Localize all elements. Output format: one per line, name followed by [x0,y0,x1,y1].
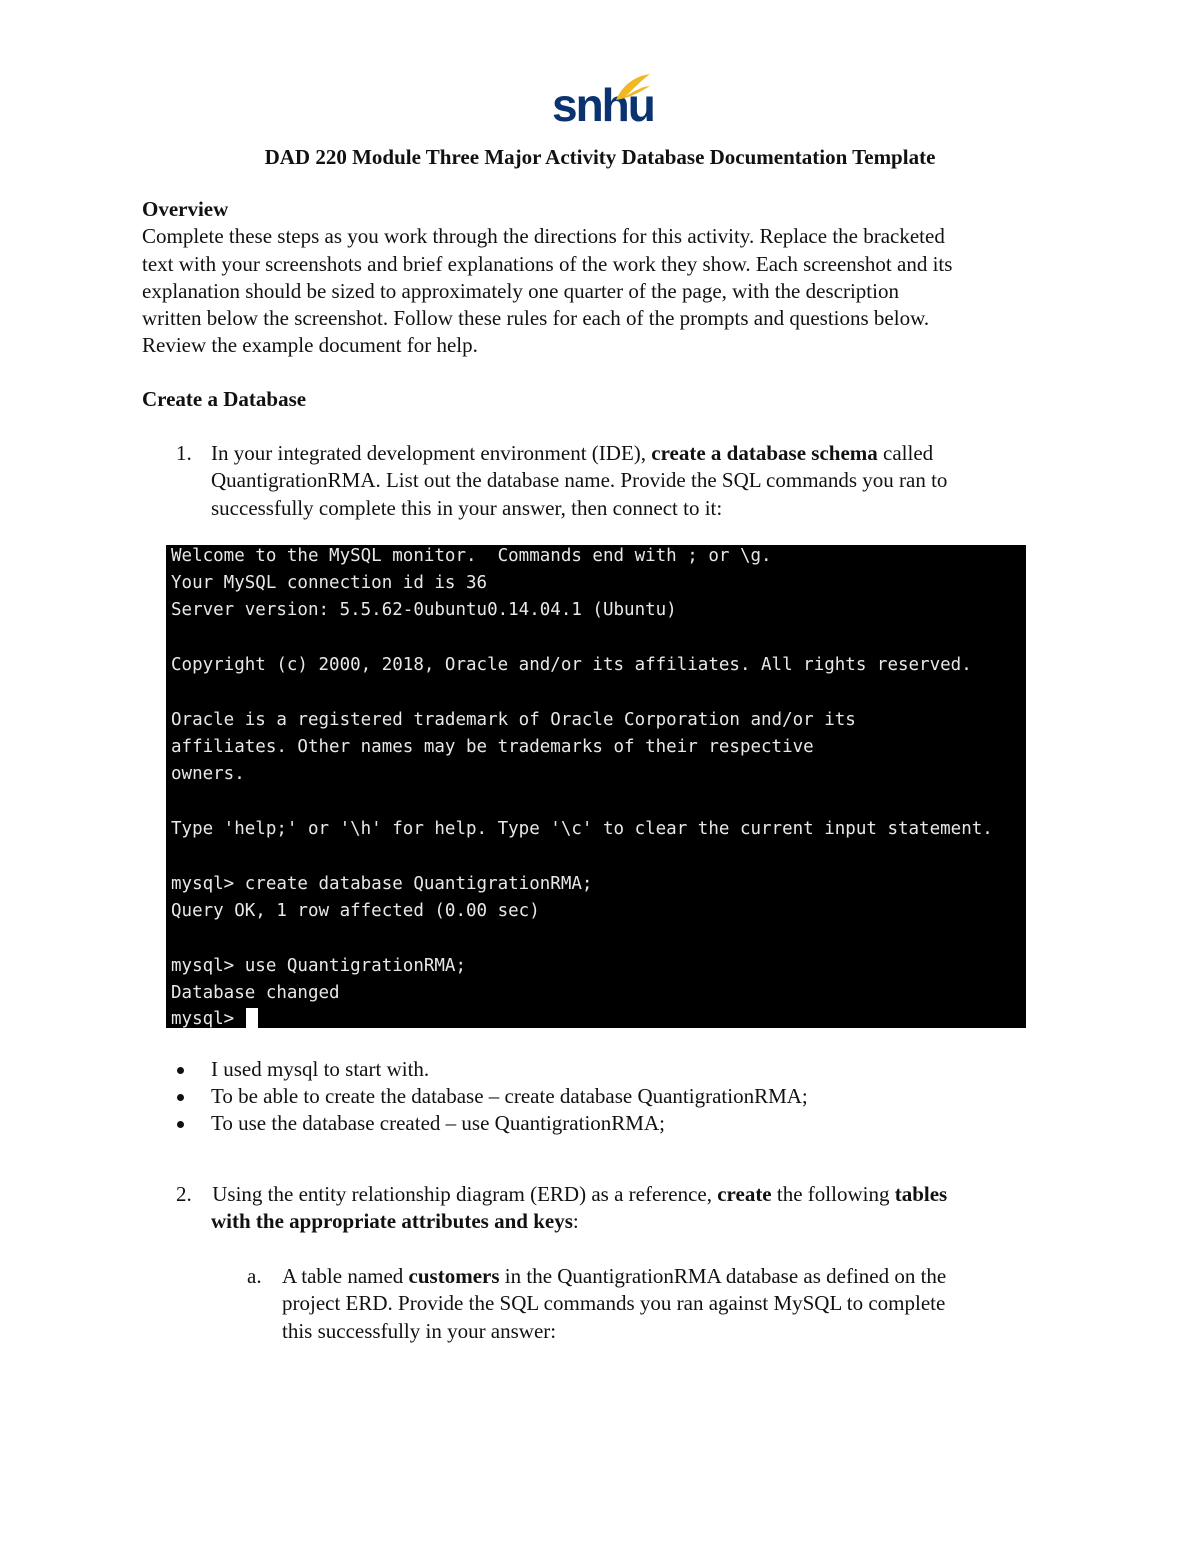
bullet-item: To be able to create the database – create database QuantigrationRMA; [211,1084,808,1108]
bullet-item: To use the database created – use QuantigrationRMA; [211,1111,665,1135]
terminal-line: Database changed [171,983,340,1003]
create-database-heading: Create a Database [142,387,307,411]
step-2-text [207,1181,1077,1236]
logo-wordmark: snhu [552,79,654,131]
overview-line: Review the example document for help. [142,333,478,358]
overview-line: explanation should be sized to approximately one quarter of the page, with the description [142,278,899,303]
step-1-line: In your integrated development environment (IDE), create a database schema called [211,441,934,465]
terminal-line: Oracle is a registered trademark of Oracle Corporation and/or its [171,710,856,730]
step-2a-line: this successfully in your answer: [282,1318,557,1343]
terminal-line: Type 'help;' or '\h' for help. Type '\c' to clear the current input statement. [171,819,993,839]
terminal-line: owners. [171,764,245,784]
terminal-line: Welcome to the MySQL monitor. Commands end with ; or \g. [171,546,772,566]
terminal-line: Your MySQL connection id is 36 [171,573,488,593]
leaf-icon [612,72,652,102]
terminal-cursor [246,1008,258,1028]
overview-line: Complete these steps as you work through the directions for this activity. Replace the bracketed [142,224,945,249]
step-1-number: 1. [176,441,192,465]
overview-line: text with your screenshots and brief explanations of the work they show. Each screenshot and its [142,251,953,276]
step-2-line: Using the entity relationship diagram (ERD) as a reference, create the following tables [207,1182,948,1206]
overview-heading: Overview [142,197,229,221]
bullet-dot [177,1094,184,1101]
step-2a-line: project ERD. Provide the SQL commands you ran against MySQL to complete [282,1291,946,1316]
bullet-item: I used mysql to start with. [211,1057,430,1081]
step-2a-text [282,1263,1072,1345]
terminal-line: Query OK, 1 row affected (0.00 sec) [171,901,540,921]
step-2a-line: A table named customers in the QuantigrationRMA database as defined on the [282,1264,947,1288]
step-1-line: successfully complete this in your answer, then connect to it: [211,495,723,520]
terminal-line: mysql> use QuantigrationRMA; [171,956,467,976]
step-2a-letter: a. [247,1264,262,1288]
terminal-line: Copyright (c) 2000, 2018, Oracle and/or its affiliates. All rights reserved. [171,655,972,675]
terminal-line: affiliates. Other names may be trademarks of their respective [171,737,814,757]
snhu-logo [552,72,654,134]
bullet-dot [177,1121,184,1128]
terminal-prompt-line: mysql> [171,1009,245,1029]
document-title: DAD 220 Module Three Major Activity Database Documentation Template [264,145,936,169]
terminal-screenshot [166,545,1026,1028]
bullet-dot [177,1067,184,1074]
overview-line: written below the screenshot. Follow these rules for each of the prompts and questions below. [142,306,930,331]
overview-section [142,196,1072,360]
step-2-number: 2. [176,1182,192,1206]
terminal-line: Server version: 5.5.62-0ubuntu0.14.04.1 (Ubuntu) [171,600,677,620]
step-2-line: with the appropriate attributes and keys: [211,1209,579,1234]
terminal-line: mysql> create database QuantigrationRMA; [171,874,593,894]
step-1-text [211,440,1071,522]
step-1-line: QuantigrationRMA. List out the database name. Provide the SQL commands you ran to [211,468,948,493]
